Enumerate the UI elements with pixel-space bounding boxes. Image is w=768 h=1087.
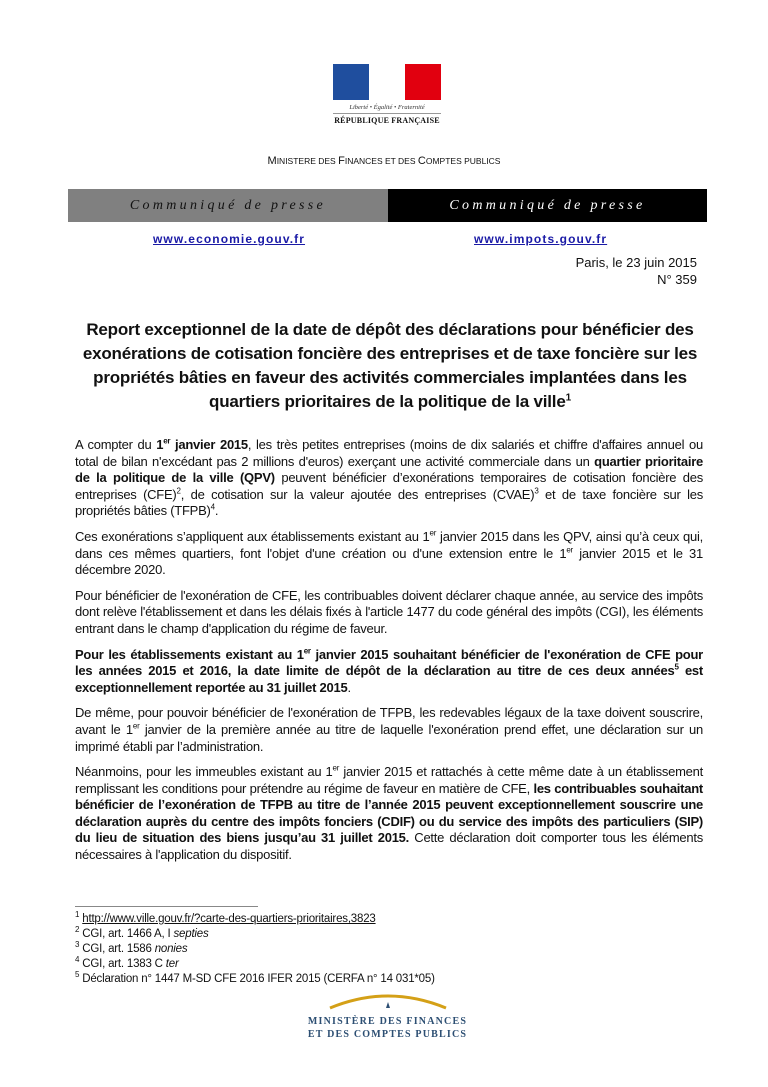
footnote-text: CGI, art. 1383 C (82, 958, 166, 970)
footnote-emphasis: nonies (154, 943, 188, 955)
footnote-number: 3 (75, 940, 80, 950)
text-run: , les très petites entreprises (moins de dix salariés et chiffre d'affaires annuel ou total de bilan n'excédant pas 2 millions d'euros) exerçant une activité commerciale dans un (75, 437, 703, 469)
superscript: er (303, 646, 311, 656)
superscript: 3 (534, 486, 539, 496)
footnote-emphasis: ter (165, 958, 179, 970)
superscript: er (566, 545, 573, 555)
footnotes (75, 912, 435, 987)
text-run: Pour les établissements existant au 1 (75, 646, 304, 662)
footnote-link[interactable]: http://www.ville.gouv.fr/?carte-des-quartiers-prioritaires,3823 (82, 913, 376, 925)
link-impots[interactable]: www.impots.gouv.fr (474, 232, 608, 246)
footnote (75, 912, 435, 927)
text-run: peuvent bénéficier d’exonérations temporaires de cotisation foncière des entreprises (CFE) (75, 470, 703, 502)
ministry-part: INISTERE DES (276, 156, 339, 166)
marianne-flag-icon (333, 64, 441, 100)
ministry-part: M (267, 155, 277, 167)
text-run: De même, pour pouvoir bénéficier de l'exonération de TFPB, les redevables légaux de la taxe doivent souscrire, avant le 1 (75, 705, 703, 737)
footnote (75, 927, 435, 942)
date: Paris, le 23 juin 2015 (575, 255, 697, 270)
superscript: 5 (674, 662, 679, 672)
page-title (70, 318, 710, 414)
ministry-part: F (338, 155, 345, 167)
logo-motto: Liberté • Égalité • Fraternité (333, 104, 441, 114)
footnote (75, 942, 435, 957)
superscript: er (429, 528, 437, 538)
ministry-footer-logo (300, 990, 475, 1041)
text-run: Ces exonérations s’appliquent aux établissements existant au 1 (75, 528, 430, 544)
release-number: N° 359 (657, 272, 697, 287)
text-run: 1 (156, 437, 164, 452)
text-run: janvier de la première année au titre de laquelle l'exonération prend effet, une déclaration sur un imprimé établi par l’administration. (75, 721, 703, 754)
link-economie[interactable]: www.economie.gouv.fr (153, 232, 306, 246)
text-run: Cette déclaration doit comporter tous les éléments nécessaires à l'application du dispositif. (75, 830, 704, 863)
paragraph (75, 529, 703, 579)
footer-logo-line1: MINISTÈRE DES FINANCES (307, 1016, 468, 1027)
ministry-heading (0, 155, 768, 167)
superscript: 4 (210, 503, 215, 513)
text-run: A compter du (75, 437, 157, 452)
title-footnote-ref: 1 (565, 392, 571, 404)
text-run: janvier 2015 souhaitant bénéficier de l'exonération de CFE pour les années 2015 et 2016, la date limite de dépôt de la déclaration au titre de ces deux années (75, 646, 703, 679)
logo-name: RÉPUBLIQUE FRANÇAISE (334, 116, 440, 125)
footnote-number: 1 (75, 910, 80, 920)
paragraph (75, 705, 703, 755)
superscript: 2 (176, 486, 181, 496)
ministry-part: C (417, 155, 426, 167)
paragraph (75, 588, 703, 638)
footnote-text: CGI, art. 1586 (82, 943, 155, 955)
republique-francaise-logo (333, 64, 441, 125)
arc-icon (300, 990, 475, 1010)
footnote-emphasis: septies (173, 928, 209, 940)
body-text (75, 437, 703, 873)
text-run: est exceptionnellement reportée au 31 juillet 2015 (75, 663, 703, 695)
press-release-banner (68, 189, 707, 222)
footnote (75, 957, 435, 972)
footnote-text: CGI, art. 1466 A, I (82, 928, 174, 940)
text-run: et de taxe foncière sur les propriétés bâties (TFPB) (75, 486, 703, 519)
banner-right: Communiqué de presse (388, 189, 707, 222)
paragraph (75, 647, 703, 697)
banner-left: Communiqué de presse (68, 189, 388, 222)
text-run: les contribuables souhaitant bénéficier de l’exonération de TFPB au titre de l’année 2015 peuvent exceptionnellement souscrire une déclaration auprès du centre des impôts fonciers (CDIF) ou du service des impôts des particuliers (SIP) du lieu de situation des biens jusqu’au 31 juillet 2015. (75, 780, 703, 846)
paragraph (75, 437, 703, 520)
text-run: quartier prioritaire de la politique de la ville (QPV) (75, 453, 703, 486)
footnote-divider (75, 906, 258, 907)
footnote-text: Déclaration n° 1447 M-SD CFE 2016 IFER 2015 (CERFA n° 14 031*05) (82, 973, 435, 985)
text-run: janvier 2015 et le 31 décembre 2020. (75, 545, 703, 578)
text-run: janvier 2015 et rattachés à cette même date à un établissement remplissant les conditions pour prétendre au régime de faveur en matière de CFE, (75, 764, 703, 796)
text-run: Néanmoins, pour les immeubles existant au 1 (75, 764, 333, 780)
text-run: , de cotisation sur la valeur ajoutée des entreprises (CVAE) (180, 486, 535, 502)
text-run: Pour bénéficier de l'exonération de CFE, les contribuables doivent déclarer chaque année, au service des impôts dont relève l'établissement et dans les délais fixés à l'article 1477 du code général des impôts (CGI), les éléments entrant dans le champ d'application du régime de faveur. (75, 587, 703, 636)
superscript: er (163, 436, 171, 446)
footer-logo-line2: ET DES COMPTES PUBLICS (307, 1029, 468, 1040)
text-run: janvier 2015 dans les QPV, ainsi qu’à ceux qui, dans ces mêmes quartiers, font l'objet d'une création ou d'une extension entre le 1 (75, 528, 704, 561)
date-block (576, 254, 697, 288)
text-run: . (214, 503, 219, 519)
footnote-number: 2 (75, 925, 80, 935)
title-text: Report exceptionnel de la date de dépôt des déclarations pour bénéficier des exonérations de cotisation foncière des entreprises et de taxe foncière sur les propriétés bâties en faveur des activités commerciales implantées dans les quartiers prioritaires de la politique de la ville (82, 320, 698, 411)
footnote-number: 4 (75, 955, 80, 965)
ministry-part: INANCES ET DES (344, 156, 418, 166)
superscript: er (132, 721, 140, 731)
paragraph (75, 764, 703, 864)
footnote-number: 5 (75, 970, 80, 980)
text-run: janvier 2015 (170, 437, 248, 452)
ministry-part: OMPTES PUBLICS (425, 156, 501, 166)
footnote (75, 972, 435, 987)
superscript: er (332, 763, 340, 773)
text-run: . (347, 679, 351, 695)
